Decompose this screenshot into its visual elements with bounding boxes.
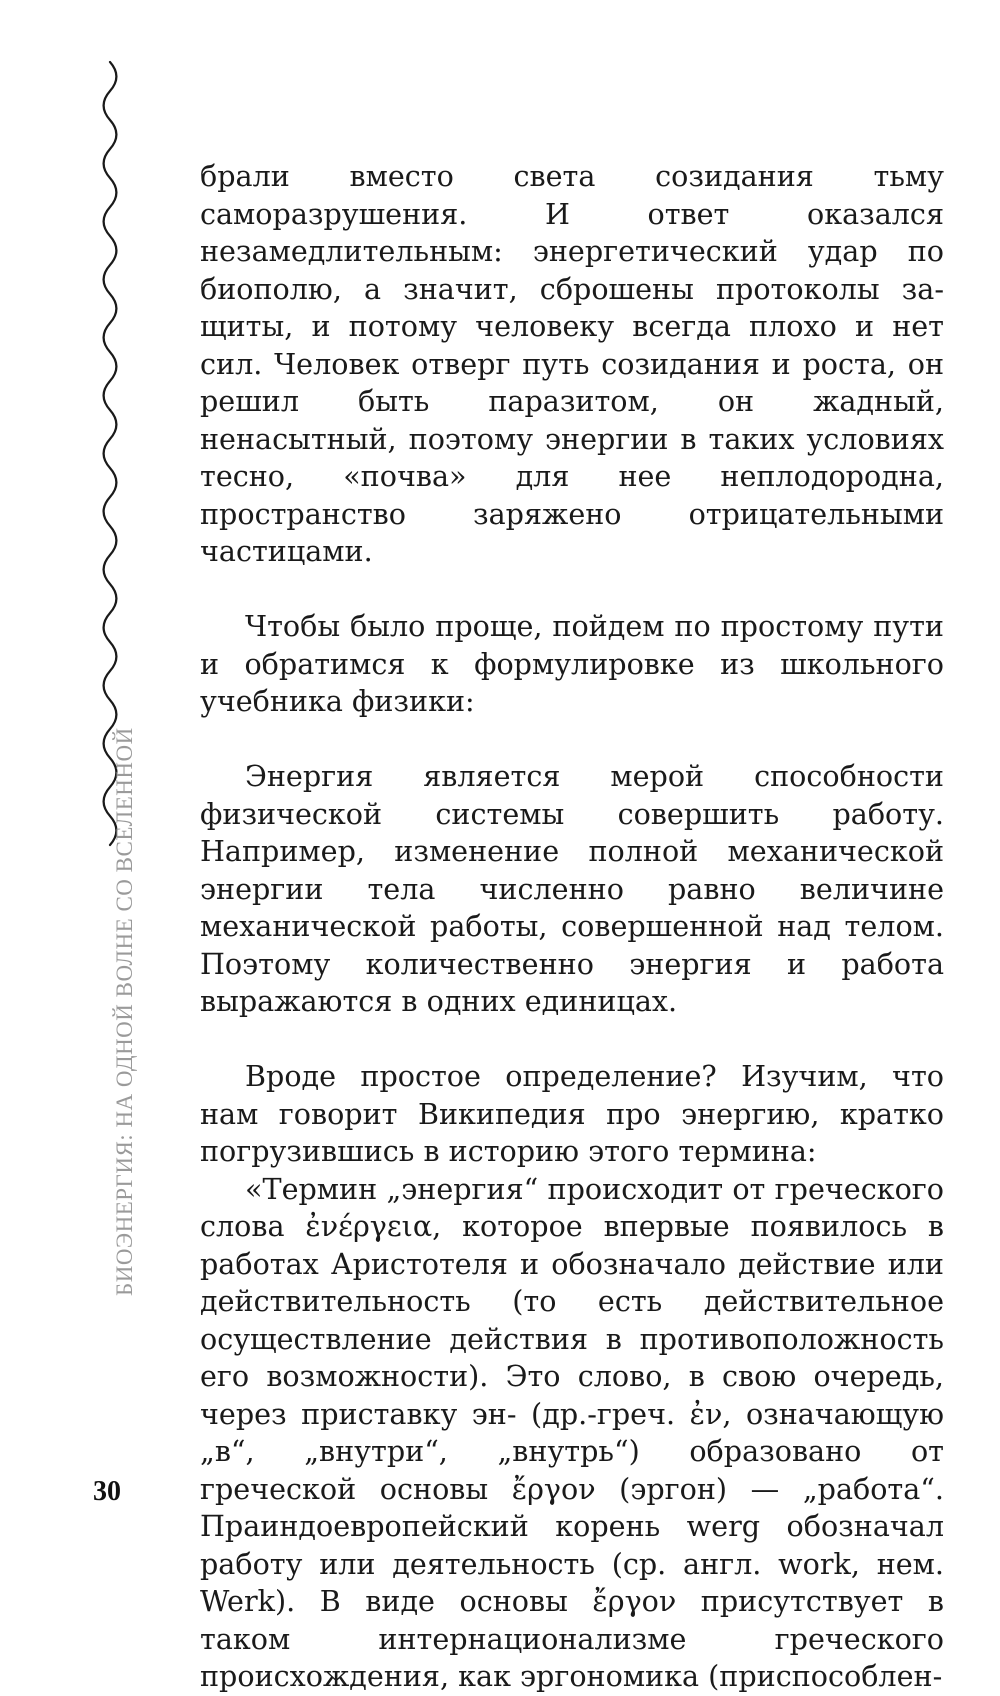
paragraph-5-quote: «Термин „энергия“ происходит от греческого слова ἐνέργεια, которое впервые появилось в работах Аристотеля и обозначало действие или действительность (то есть действительное осуществление действия в противоположность его возможности). Это слово, в свою очередь, через приставку эн- (др.-греч. ἐν, означающую „в“, „внутри“, „внутрь“) образовано от греческой основы ἔργον (эргон) — „работа“. Праиндоевропейский корень werg обозначал работу или деятельность (ср. англ. work, нем. Werk). В виде основы ἔργον присутствует в таком интернационализме греческого происхождения, как эргономика (приспособлен- bbox=[200, 1171, 944, 1693]
paragraph-4: Вроде простое определение? Изучим, что нам говорит Википедия про энергию, кратко погрузившись в историю этого термина: bbox=[200, 1059, 944, 1168]
running-title: БИОЭНЕРГИЯ: НА ОДНОЙ ВОЛНЕ СО ВСЕЛЕННОЙ bbox=[112, 727, 137, 1296]
paragraph-1: брали вместо света созидания тьму саморазрушения. И ответ оказался незамедлительным: энергетический удар по биополю, а значит, сброшены протоколы защиты, и потому человеку всегда плохо и нет сил. Человек отверг путь созидания и роста, он решил быть паразитом, он жадный, ненасытный, поэтому энергии в таких условиях тесно, «почва» для нее неплодородна, пространство заряжено отрицательными частицами. bbox=[200, 159, 944, 568]
text-column bbox=[200, 158, 944, 1696]
page-number: 30 bbox=[93, 1476, 121, 1507]
paragraph-3-definition: Энергия является мерой способности физической системы совершить работу. Например, изменение полной механической энергии тела численно равно величине механической работы, совершенной над телом. Поэтому количественно энергия и работа выражаются в одних единицах. bbox=[200, 759, 944, 1018]
paragraph-2: Чтобы было проще, пойдем по простому пути и обратимся к формулировке из школьного учебника физики: bbox=[200, 609, 944, 718]
